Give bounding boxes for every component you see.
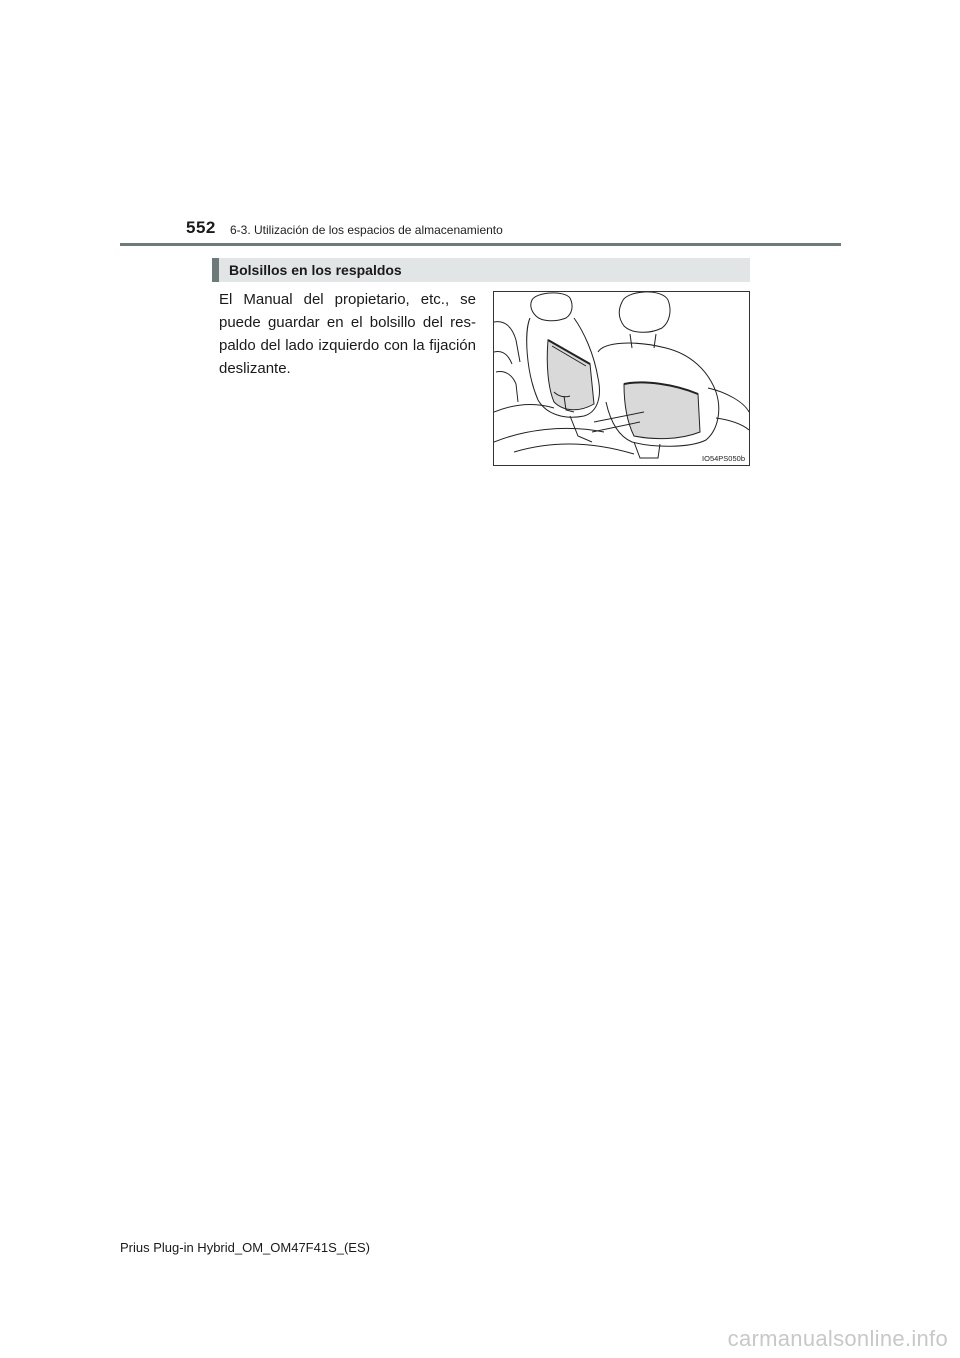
header-rule [120, 243, 841, 246]
figure-code: IO54PS050b [702, 454, 745, 463]
watermark: carmanualsonline.info [727, 1326, 948, 1351]
section-heading: Bolsillos en los respaldos [212, 258, 750, 282]
page-number: 552 [186, 218, 216, 237]
footer-document-id: Prius Plug-in Hybrid_OM_OM47F41S_(ES) [120, 1240, 370, 1255]
body-paragraph: El Manual del propietario, etc., se puede guardar en el bolsillo del res- paldo del lado izquierdo con la fijación deslizante. [219, 291, 476, 377]
seatback-pocket-illustration [494, 292, 749, 465]
seatback-pocket-figure [493, 291, 750, 466]
section-title: 6-3. Utilización de los espacios de almacenamiento [230, 223, 503, 237]
